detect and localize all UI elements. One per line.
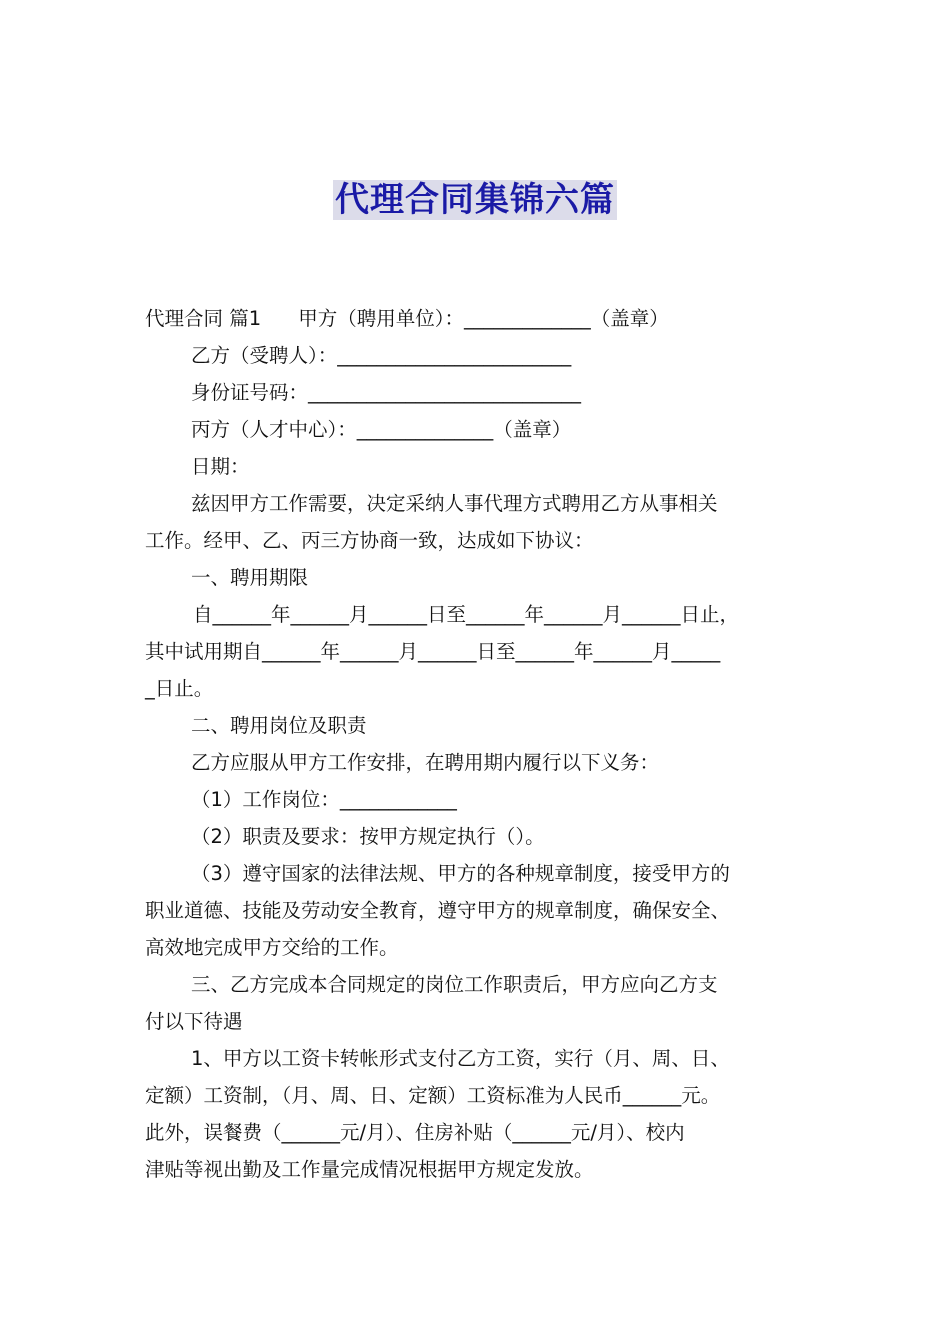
paragraph-line: 此外，误餐费（______元/月）、住房补贴（______元/月）、校内 xyxy=(145,1121,685,1144)
paragraph-line: _日止。 xyxy=(145,677,214,700)
paragraph-line: 三、乙方完成本合同规定的岗位工作职责后，甲方应向乙方支 xyxy=(191,973,718,996)
paragraph-line: 兹因甲方工作需要，决定采纳人事代理方式聘用乙方从事相关 xyxy=(191,492,718,515)
paragraph-line: 职业道德、技能及劳动安全教育，遵守甲方的规章制度，确保安全、 xyxy=(145,899,731,922)
paragraph-line: 付以下待遇 xyxy=(145,1010,243,1033)
paragraph-line: 代理合同 篇1 甲方（聘用单位）：_____________（盖章） xyxy=(145,307,669,330)
document-body xyxy=(145,300,820,1188)
paragraph-line: 津贴等视出勤及工作量完成情况根据甲方规定发放。 xyxy=(145,1158,594,1181)
paragraph-line: （1）工作岗位：____________ xyxy=(191,788,457,811)
title-text: 代理合同集锦六篇 xyxy=(335,180,615,220)
paragraph-line: 1、甲方以工资卡转帐形式支付乙方工资，实行（月、周、日、 xyxy=(191,1047,730,1070)
paragraph-line: 乙方应服从甲方工作安排，在聘用期内履行以下义务： xyxy=(191,751,660,774)
paragraph-line: 高效地完成甲方交给的工作。 xyxy=(145,936,399,959)
paragraph-line: 日期： xyxy=(191,455,250,478)
paragraph-line: 工作。经甲、乙、丙三方协商一致，达成如下协议： xyxy=(145,529,594,552)
paragraph-line: 其中试用期自______年______月______日至______年______月_____ xyxy=(145,640,721,663)
paragraph-line: 二、聘用岗位及职责 xyxy=(191,714,367,737)
paragraph-line: 定额）工资制，（月、周、日、定额）工资标准为人民币______元。 xyxy=(145,1084,721,1107)
paragraph-line: 身份证号码：____________________________ xyxy=(191,381,582,404)
paragraph-line: （3）遵守国家的法律法规、甲方的各种规章制度，接受甲方的 xyxy=(191,862,730,885)
document-title xyxy=(0,178,950,222)
paragraph-line: 乙方（受聘人）：________________________ xyxy=(191,344,572,367)
paragraph-line: （2）职责及要求：按甲方规定执行（）。 xyxy=(191,825,545,848)
paragraph-line: 自______年______月______日至______年______月______日止， xyxy=(193,603,740,626)
paragraph-line: 丙方（人才中心）：______________（盖章） xyxy=(191,418,572,441)
paragraph-line: 一、聘用期限 xyxy=(191,566,309,589)
